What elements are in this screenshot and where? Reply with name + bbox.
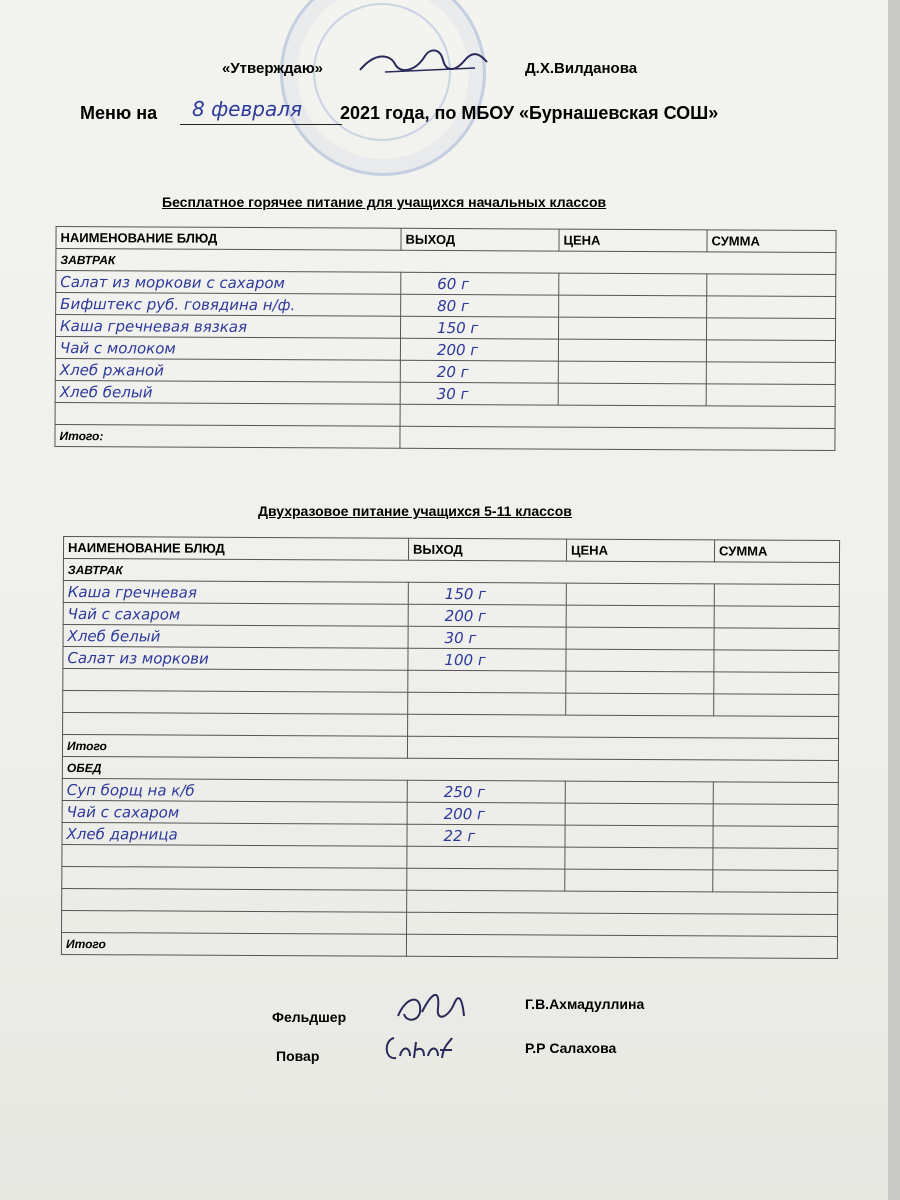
date-underline <box>180 124 342 125</box>
lunch-total-label: Итого <box>61 932 406 956</box>
price-cell <box>565 869 713 892</box>
sum-cell <box>706 340 835 363</box>
sum-cell <box>713 826 838 849</box>
sum-cell <box>713 804 838 827</box>
dish-output: 200 г <box>407 802 565 825</box>
dish-name <box>63 668 408 692</box>
cook-label: Повар <box>276 1048 320 1064</box>
medic-name: Г.В.Ахмадуллина <box>525 996 645 1012</box>
dish-output: 200 г <box>408 604 566 627</box>
menu-prefix: Меню на <box>80 103 158 123</box>
col-sum-header: СУММА <box>714 540 839 563</box>
price-cell <box>566 627 714 650</box>
total-label: Итого: <box>55 424 400 448</box>
dish-output <box>407 846 565 869</box>
price-cell <box>566 583 714 606</box>
total-row <box>61 932 837 958</box>
dish-name <box>62 888 407 912</box>
empty-cell <box>408 714 839 738</box>
total-row <box>55 424 835 450</box>
total-value <box>400 426 835 450</box>
breakfast-total-label: Итого <box>62 734 407 758</box>
empty-cell <box>407 912 838 936</box>
dish-name: Каша гречневая вязкая <box>56 314 401 338</box>
section1-title: Бесплатное горячее питание для учащихся начальных классов <box>162 194 607 210</box>
sum-cell <box>706 384 835 407</box>
dish-name: Хлеб дарница <box>62 822 407 846</box>
dish-output: 80 г <box>401 294 559 317</box>
dish-name: Салат из моркови с сахаром <box>56 270 401 294</box>
col-sum-header: СУММА <box>707 230 836 253</box>
dish-name: Чай с сахаром <box>63 602 408 626</box>
dish-name: Суп борщ на к/б <box>62 778 407 802</box>
dish-name: Каша гречневая <box>63 580 408 604</box>
dish-name <box>62 866 407 890</box>
medic-signature <box>392 982 472 1032</box>
col-output-header: ВЫХОД <box>408 538 566 561</box>
dish-name <box>63 690 408 714</box>
sum-cell <box>713 782 838 805</box>
dish-output: 20 г <box>400 360 558 383</box>
dish-output: 60 г <box>401 272 559 295</box>
dish-output <box>407 868 565 891</box>
cook-name: Р.Р Салахова <box>525 1040 617 1056</box>
dish-name: Чай с молоком <box>55 336 400 360</box>
price-cell <box>565 781 713 804</box>
section2-table <box>61 536 840 959</box>
dish-output: 30 г <box>408 626 566 649</box>
dish-output <box>408 692 566 715</box>
dish-output: 250 г <box>407 780 565 803</box>
approver-signature <box>355 42 495 82</box>
dish-name: Бифштекс руб. говядина н/ф. <box>56 292 401 316</box>
price-cell <box>559 295 707 318</box>
price-cell <box>566 693 714 716</box>
empty-cell <box>400 404 835 428</box>
section1-table <box>54 226 836 451</box>
sum-cell <box>714 650 839 673</box>
sum-cell <box>714 584 839 607</box>
col-price-header: ЦЕНА <box>566 539 714 562</box>
section2-title: Двухразовое питание учащихся 5-11 классов <box>258 503 572 519</box>
sum-cell <box>707 274 836 297</box>
dish-name <box>62 844 407 868</box>
dish-output: 22 г <box>407 824 565 847</box>
sum-cell <box>713 870 838 893</box>
dish-name <box>55 402 400 426</box>
dish-name <box>62 910 407 934</box>
sum-cell <box>714 672 839 695</box>
sum-cell <box>706 362 835 385</box>
dish-output: 30 г <box>400 382 558 405</box>
dish-name: Чай с сахаром <box>62 800 407 824</box>
price-cell <box>566 671 714 694</box>
price-cell <box>566 605 714 628</box>
col-price-header: ЦЕНА <box>559 229 707 252</box>
price-cell <box>558 361 706 384</box>
sum-cell <box>713 848 838 871</box>
empty-cell <box>407 890 838 914</box>
col-dish-header: НАИМЕНОВАНИЕ БЛЮД <box>63 536 408 560</box>
sum-cell <box>706 318 835 341</box>
dish-output: 100 г <box>408 648 566 671</box>
dish-name: Хлеб белый <box>63 624 408 648</box>
dish-name: Хлеб белый <box>55 380 400 404</box>
price-cell <box>565 847 713 870</box>
breakfast-label: ЗАВТРАК <box>63 558 839 584</box>
dish-name: Салат из моркови <box>63 646 408 670</box>
price-cell <box>558 339 706 362</box>
price-cell <box>559 273 707 296</box>
sum-cell <box>714 606 839 629</box>
sum-cell <box>707 296 836 319</box>
price-cell <box>566 649 714 672</box>
menu-suffix: 2021 года, по МБОУ «Бурнашевская СОШ» <box>340 103 719 123</box>
lunch-label: ОБЕД <box>62 756 838 782</box>
menu-date: 8 февраля <box>192 97 303 121</box>
dish-output: 150 г <box>408 582 566 605</box>
price-cell <box>565 825 713 848</box>
total-value <box>407 736 838 760</box>
col-dish-header: НАИМЕНОВАНИЕ БЛЮД <box>56 226 401 250</box>
price-cell <box>558 383 706 406</box>
total-value <box>406 934 837 958</box>
approver-name: Д.Х.Вилданова <box>525 60 638 77</box>
sum-cell <box>714 628 839 651</box>
approve-label: «Утверждаю» <box>222 60 324 77</box>
dish-name: Хлеб ржаной <box>55 358 400 382</box>
sum-cell <box>714 694 839 717</box>
background-edge <box>888 0 900 1200</box>
price-cell <box>565 803 713 826</box>
dish-output <box>408 670 566 693</box>
dish-name <box>63 712 408 736</box>
col-output-header: ВЫХОД <box>401 228 559 251</box>
price-cell <box>558 317 706 340</box>
breakfast-label: ЗАВТРАК <box>56 248 836 274</box>
medic-label: Фельдшер <box>272 1009 347 1025</box>
cook-signature <box>380 1028 460 1068</box>
dish-output: 200 г <box>400 338 558 361</box>
dish-output: 150 г <box>401 316 559 339</box>
